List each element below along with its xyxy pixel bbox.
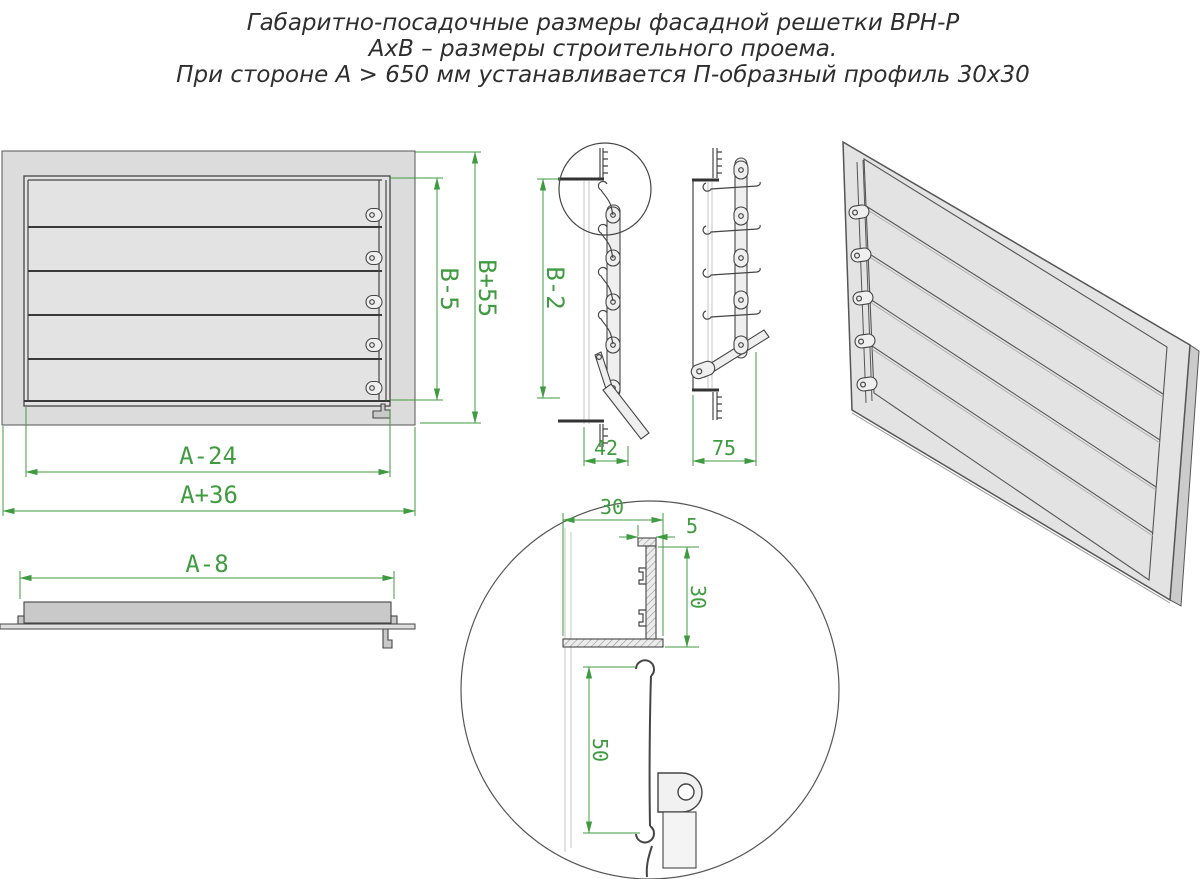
profile-wall — [646, 546, 656, 639]
end-tab — [391, 616, 397, 624]
rivet — [734, 207, 748, 225]
profile-clip — [639, 610, 646, 626]
dim-label-outer-width: A+36 — [180, 481, 238, 509]
dim-label-profile-height: 30 — [686, 584, 710, 610]
dim-label-outer-height: B+55 — [473, 259, 501, 317]
isometric-view — [843, 142, 1199, 606]
rivet — [734, 161, 748, 179]
title-line-1: Габаритно-посадочные размеры фасадной решетки ВРН-Р — [246, 10, 960, 36]
plan-view — [0, 550, 415, 648]
wall-plate — [0, 624, 415, 629]
hinge-hole — [678, 784, 694, 800]
dim-label-inner-width: A-24 — [179, 442, 237, 470]
dim-label-profile-width: 30 — [599, 495, 625, 519]
end-tab — [18, 616, 24, 624]
rivet — [366, 209, 382, 222]
front-view — [2, 151, 501, 516]
rivet — [734, 291, 748, 309]
dim-label-plan-width: A-8 — [185, 550, 229, 578]
rivet — [366, 382, 382, 395]
blade-section — [636, 660, 654, 877]
profile-top-lip — [638, 538, 656, 546]
rivet — [366, 252, 382, 265]
open-blade — [603, 384, 649, 439]
grille-frame — [24, 176, 390, 406]
detail-marker-circle — [559, 143, 651, 235]
dim-label-depth-open: 75 — [711, 436, 737, 460]
side-view-open — [689, 148, 769, 466]
rivet — [366, 339, 382, 352]
mounting-hook — [383, 629, 392, 648]
dim-label-blade-pitch: 50 — [588, 737, 612, 763]
frame-channel-bottom — [692, 390, 722, 420]
title-block — [176, 10, 1030, 88]
frame-profile-bar — [24, 602, 391, 623]
frame-channel-top — [558, 148, 608, 179]
profile-foot — [563, 639, 663, 647]
dim-label-inner-height: B-5 — [435, 267, 463, 311]
rivet — [606, 337, 620, 353]
frame-channel-top — [692, 148, 722, 180]
detail-view — [461, 495, 839, 879]
rivet — [734, 249, 748, 267]
rivet — [366, 296, 382, 309]
pivot-axis-bar — [663, 812, 696, 868]
side-view-closed — [537, 143, 651, 466]
title-line-3: При стороне А > 650 мм устанавливается П-образный профиль 30х30 — [176, 62, 1030, 88]
dim-label-side-height: B-2 — [541, 266, 569, 310]
rivet — [734, 336, 748, 354]
plan-dimensions — [20, 550, 394, 599]
p-profile-section — [563, 538, 663, 647]
dim-label-depth-closed: 42 — [593, 436, 619, 460]
dim-label-profile-lip: 5 — [685, 514, 699, 538]
title-line-2: АхВ – размеры строительного проема. — [368, 36, 838, 62]
panel-front-face — [843, 142, 1190, 600]
rivet — [606, 294, 620, 310]
profile-clip — [639, 568, 646, 584]
